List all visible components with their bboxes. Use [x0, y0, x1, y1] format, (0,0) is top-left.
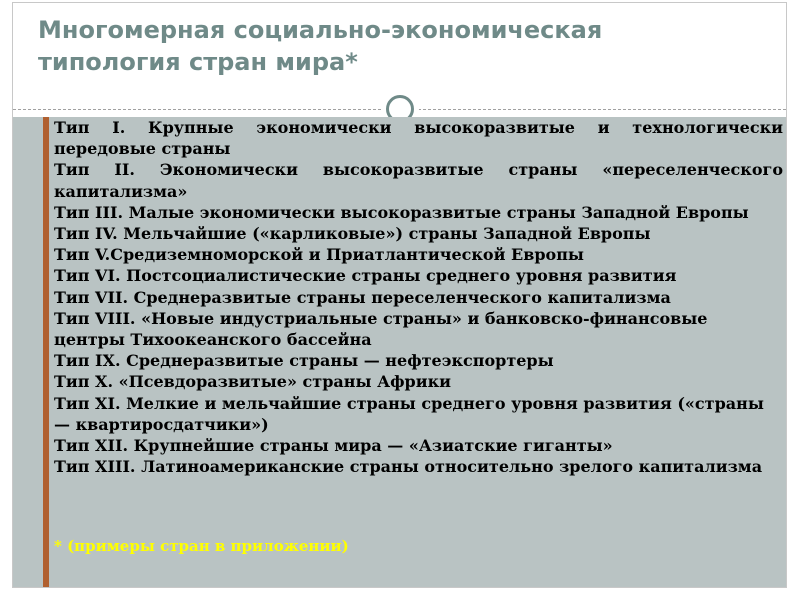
accent-bar — [43, 117, 49, 587]
list-item-type-7: Тип VII. Среднеразвитые страны переселенческого капитализма — [54, 287, 671, 307]
list-item-type-9: Тип IX. Среднеразвитые страны — нефтеэкспортеры — [54, 351, 554, 371]
slide-title — [38, 14, 738, 78]
list-item-type-13: Тип XIII. Латиноамериканские страны относительно зрелого капитализма — [54, 457, 763, 477]
list-item-type-3: Тип III. Малые экономически высокоразвитые страны Западной Европы — [54, 202, 749, 222]
list-item-type-6: Тип VI. Постсоциалистические страны среднего уровня развития — [54, 266, 677, 286]
typology-list — [54, 117, 783, 477]
list-item-type-12: Тип XII. Крупнейшие страны мира — «Азиатские гиганты» — [54, 436, 613, 456]
list-item-type-1: Тип I. Крупные экономически высокоразвитые и технологически передовые страны — [54, 118, 783, 159]
list-item-type-4: Тип IV. Мельчайшие («карликовые») страны Западной Европы — [54, 224, 651, 244]
list-item-type-11: Тип XI. Мелкие и мельчайшие страны среднего уровня развития («страны — квартиросдатчики») — [54, 393, 764, 434]
footnote: * (примеры стран в приложении) — [54, 537, 349, 555]
slide-title-line2: типология стран мира* — [38, 48, 358, 76]
list-item-type-2: Тип II. Экономически высокоразвитые страны «переселенческого капитализма» — [54, 160, 783, 201]
list-item-type-10: Тип X. «Псевдоразвитые» страны Африки — [54, 372, 452, 392]
list-item-type-8: Тип VIII. «Новые индустриальные страны» и банковско-финансовые центры Тихоокеанского бассейна — [54, 308, 708, 350]
list-item-type-5: Тип V.Средиземноморской и Приатлантической Европы — [54, 245, 584, 265]
slide-title-line1: Многомерная социально-экономическая — [38, 16, 603, 44]
